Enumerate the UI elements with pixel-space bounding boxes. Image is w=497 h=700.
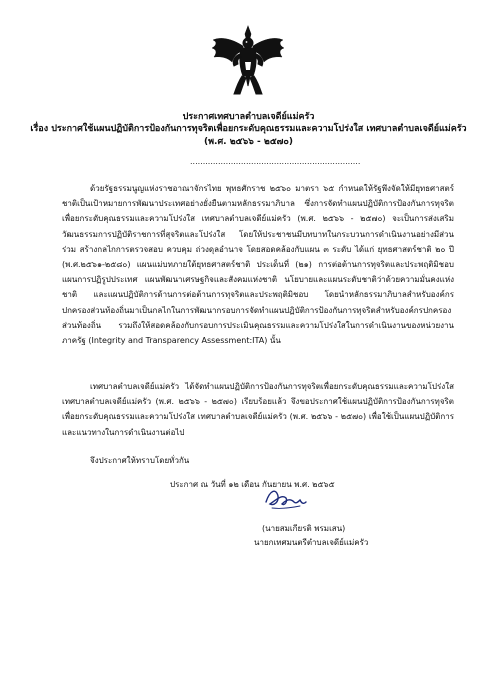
paragraph-text: จึงประกาศให้ทราบโดยทั่วกัน xyxy=(90,456,190,465)
announcement-subject: เรื่อง ประกาศใช้แผนปฏิบัติการป้องกันการทุจริตเพื่อยกระดับคุณธรรมและความโปร่งใส เทศบาลตำบลเจดีย์แม่ครัว xyxy=(30,124,467,134)
handwritten-signature-icon xyxy=(260,482,310,514)
dotted-divider: ................................................................... xyxy=(190,157,361,166)
garuda-emblem-icon xyxy=(210,24,286,98)
announcement-period: (พ.ศ. ๒๕๖๖ - ๒๕๗๐) xyxy=(203,137,294,147)
paragraph-text: เทศบาลตำบลเจดีย์แม่ครัว ได้จัดทำแผนปฏิบัติการป้องกันการทุจริตเพื่อยกระดับคุณธรรมและความโปร่งใส เทศบาลตำบลเจดีย์แม่ครัว (พ.ศ. ๒๕๖๖ - ๒๕๗๐) เรียบร้อยแล้ว จึงขอประกาศใช้แผนปฏิบัติการป้องกันการทุจริตเพื่อยกระดับคุณธรรมและความโปร่งใส เทศบาลตำบลเจดีย์แม่ครัว (พ.ศ. ๒๕๖๖ - ๒๕๗๐) เพื่อใช้เป็นแผนปฏิบัติการและแนวทางในการดำเนินงานต่อไป xyxy=(62,382,454,437)
announcement-heading: ประกาศเทศบาลตำบลเจดีย์แม่ครัว xyxy=(182,112,315,122)
body-paragraph-3 xyxy=(62,453,454,468)
body-paragraph-2 xyxy=(62,379,454,440)
announcement-date: ประกาศ ณ วันที่ ๑๒ เดือน กันยายน พ.ศ. ๒๕๖๕ xyxy=(170,480,335,489)
signatory-position: นายกเทศมนตรีตำบลเจดีย์แม่ครัว xyxy=(254,538,369,547)
paragraph-text: ด้วยรัฐธรรมนูญแห่งราชอาณาจักรไทย พุทธศักราช ๒๕๖๐ มาตรา ๖๕ กำหนดให้รัฐพึงจัดให้มียุทธศาสตร์ชาติเป็นเป้าหมายการพัฒนาประเทศอย่างยั่งยืนตามหลักธรรมาภิบาล ซึ่งการจัดทำแผนปฏิบัติการป้องกันการทุจริตเพื่อยกระดับคุณธรรมและความโปร่งใส เทศบาลตำบลเจดีย์แม่ครัว (พ.ศ. ๒๕๖๖ - ๒๕๗๐) จะเป็นการส่งเสริมวัฒนธรรมการปฏิบัติราชการที่สุจริตและโปร่งใส โดยให้ประชาชนมีบทบาทในกระบวนการดำเนินงานอย่างมีส่วนร่วม สร้างกลไกการตรวจสอบ ควบคุม ถ่วงดุลอำนาจ โดยสอดคล้องกับแผน ๓ ระดับ ได้แก่ ยุทธศาสตร์ชาติ ๒๐ ปี (พ.ศ.๒๕๖๑-๒๕๘๐) แผนแม่บทภายใต้ยุทธศาสตร์ชาติ ประเด็นที่ (๒๑) การต่อต้านการทุจริตและประพฤติมิชอบ แผนการปฏิรูปประเทศ แผนพัฒนาเศรษฐกิจและสังคมแห่งชาติ นโยบายและแผนระดับชาติว่าด้วยความมั่นคงแห่งชาติ และแผนปฏิบัติการด้านการต่อต้านการทุจริตและประพฤติมิชอบ โดยนำหลักธรรมาภิบาลสำหรับองค์กรปกครองส่วนท้องถิ่นมาเป็นกลไกในการพัฒนากรอบการจัดทำแผนปฏิบัติการป้องกันการทุจริตสำหรับองค์กรปกครองส่วนท้องถิ่น รวมถึงให้สอดคล้องกับกรอบการประเมินคุณธรรมและความโปร่งใสในการดำเนินงานของหน่วยงานภาครัฐ (Integrity and Transparency Assessment:ITA) นั้น xyxy=(62,184,454,346)
signatory-name: (นายสมเกียรติ พรมเสน) xyxy=(262,524,346,533)
body-paragraph-1 xyxy=(62,181,454,348)
